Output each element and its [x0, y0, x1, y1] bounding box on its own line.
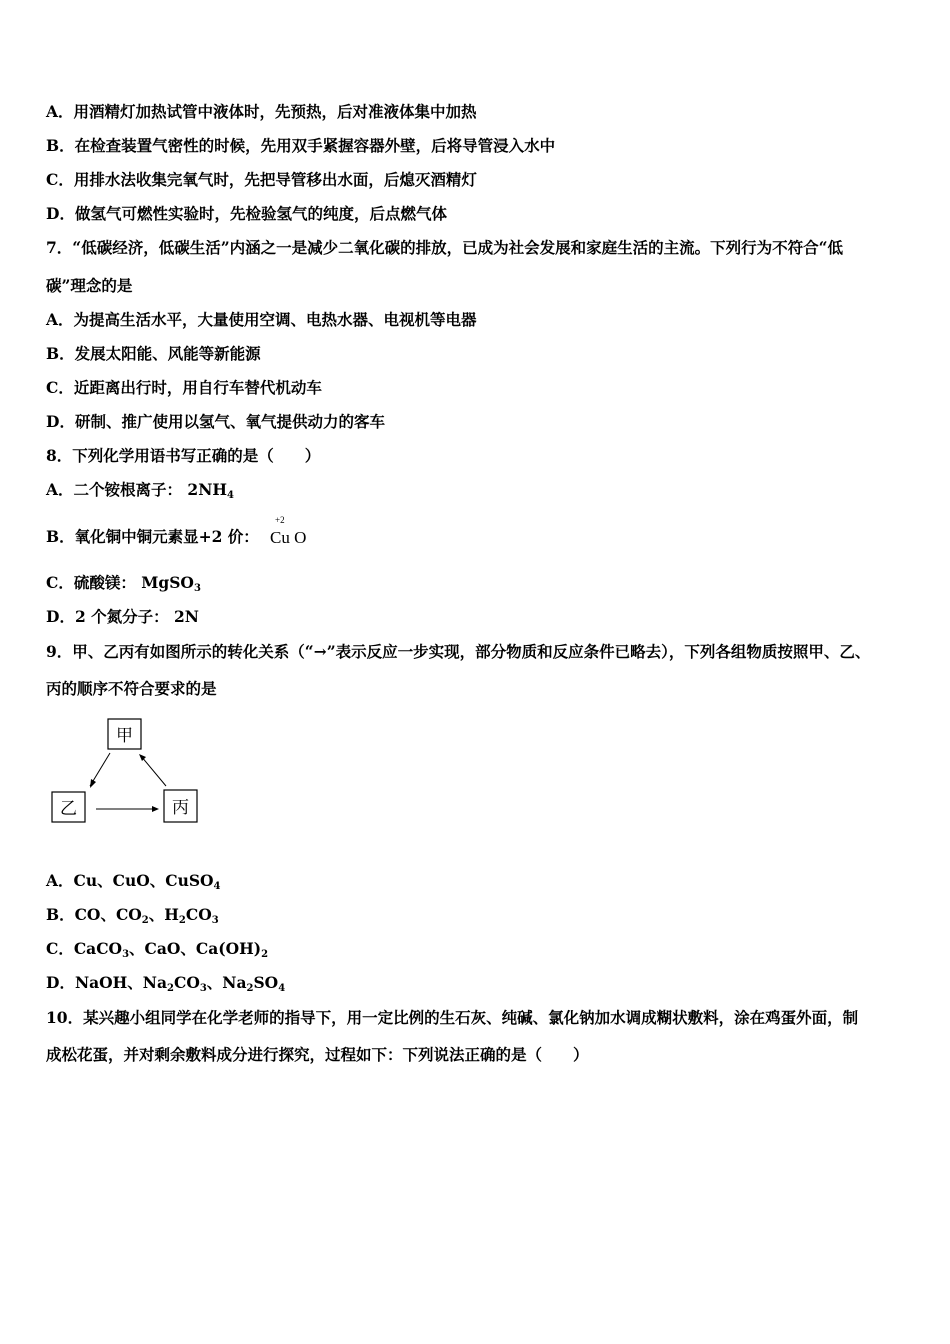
q8-option-c-text: C．硫酸镁： MgSO: [46, 573, 194, 592]
q6-option-a: A．用酒精灯加热试管中液体时，先预热，后对准液体集中加热: [46, 102, 477, 121]
q9-option-d-sub: 2: [246, 983, 254, 994]
q7-option-d: D．研制、推广使用以氢气、氧气提供动力的客车: [46, 412, 385, 431]
q9-option-d-text: 、Na: [206, 973, 247, 992]
q8-option-b-valence: +2: [275, 515, 285, 525]
q9-option-b-sub: 2: [141, 915, 149, 926]
q9-option-d-sub: 4: [278, 983, 286, 994]
q9-option-d: [46, 973, 285, 999]
q9-option-c: [46, 939, 268, 965]
q7-option-c: C．近距离出行时，用自行车替代机动车: [46, 378, 322, 397]
q9-option-d-text: SO: [253, 973, 279, 992]
q9-stem-line1: 9．甲、乙丙有如图所示的转化关系（“→”表示反应一步实现，部分物质和反应条件已略去），下列各组物质按照甲、乙、: [46, 642, 871, 661]
q9-option-c-text: C．CaCO: [46, 939, 123, 958]
q9-option-b-sub: 2: [178, 915, 186, 926]
q9-option-b-text: B．CO、CO: [46, 905, 142, 924]
q6-option-c: C．用排水法收集完氧气时，先把导管移出水面，后熄灭酒精灯: [46, 170, 477, 189]
arrowhead-bing-to-jia: [139, 754, 146, 761]
label-bing: 丙: [172, 798, 189, 818]
q7-stem-line2: 碳”理念的是: [46, 276, 133, 295]
q9-option-d-sub: 2: [167, 983, 174, 994]
q8-option-a: [46, 480, 234, 506]
q9-option-b: [46, 905, 219, 931]
q8-option-a-text: A．二个铵根离子： 2NH: [46, 480, 228, 499]
q7-option-a: A．为提高生活水平，大量使用空调、电热水器、电视机等电器: [46, 310, 477, 329]
conversion-diagram: [40, 712, 220, 837]
q8-option-d: D．2 个氮分子： 2N: [46, 607, 199, 626]
q6-option-b: B．在检查装置气密性的时候，先用双手紧握容器外壁，后将导管浸入水中: [46, 136, 556, 155]
arrowhead-jia-to-yi: [90, 779, 96, 788]
q7-option-b: B．发展太阳能、风能等新能源: [46, 344, 261, 363]
q8-option-c-subscript: 3: [193, 583, 201, 594]
q9-option-a: [46, 871, 221, 897]
q9-option-a-sub: 4: [213, 881, 221, 892]
arrowhead-yi-to-bing: [152, 806, 159, 812]
arrow-bing-to-jia: [141, 756, 166, 786]
q8-option-b-formula: Cu O: [270, 528, 307, 547]
q9-option-d-text: D．NaOH、Na: [46, 973, 168, 992]
label-jia: 甲: [116, 726, 133, 746]
q9-stem-line2: 丙的顺序不符合要求的是: [46, 679, 217, 698]
q8-option-b-label: B．氧化铜中铜元素显+2 价：: [46, 527, 259, 546]
q10-stem-line2: 成松花蛋，并对剩余敷料成分进行探究，过程如下：下列说法正确的是（ ）: [46, 1045, 589, 1064]
q9-option-d-text: CO: [173, 973, 200, 992]
q9-option-a-text: A．Cu、CuO、CuSO: [46, 871, 214, 890]
q9-option-c-text: 、CaO、Ca(OH): [129, 939, 262, 958]
q9-option-c-sub: 2: [261, 949, 269, 960]
q9-option-b-text: 、H: [148, 905, 179, 924]
q10-stem-line1: 10．某兴趣小组同学在化学老师的指导下，用一定比例的生石灰、纯碱、氯化钠加水调成糊状敷料，涂在鸡蛋外面，制: [46, 1008, 859, 1027]
q9-option-b-text: CO: [185, 905, 212, 924]
q9-option-b-sub: 3: [211, 915, 219, 926]
q7-stem-line1: 7．“低碳经济，低碳生活”内涵之一是减少二氧化碳的排放，已成为社会发展和家庭生活的主流。下列行为不符合“低: [46, 238, 844, 257]
q8-option-a-subscript: 4: [227, 490, 234, 501]
q8-stem: 8．下列化学用语书写正确的是（ ）: [46, 446, 321, 465]
q8-option-c: [46, 573, 201, 599]
q9-option-d-sub: 3: [199, 983, 207, 994]
label-yi: 乙: [60, 799, 77, 819]
q6-option-d: D．做氢气可燃性实验时，先检验氢气的纯度，后点燃气体: [46, 204, 447, 223]
q9-option-c-sub: 3: [122, 949, 130, 960]
